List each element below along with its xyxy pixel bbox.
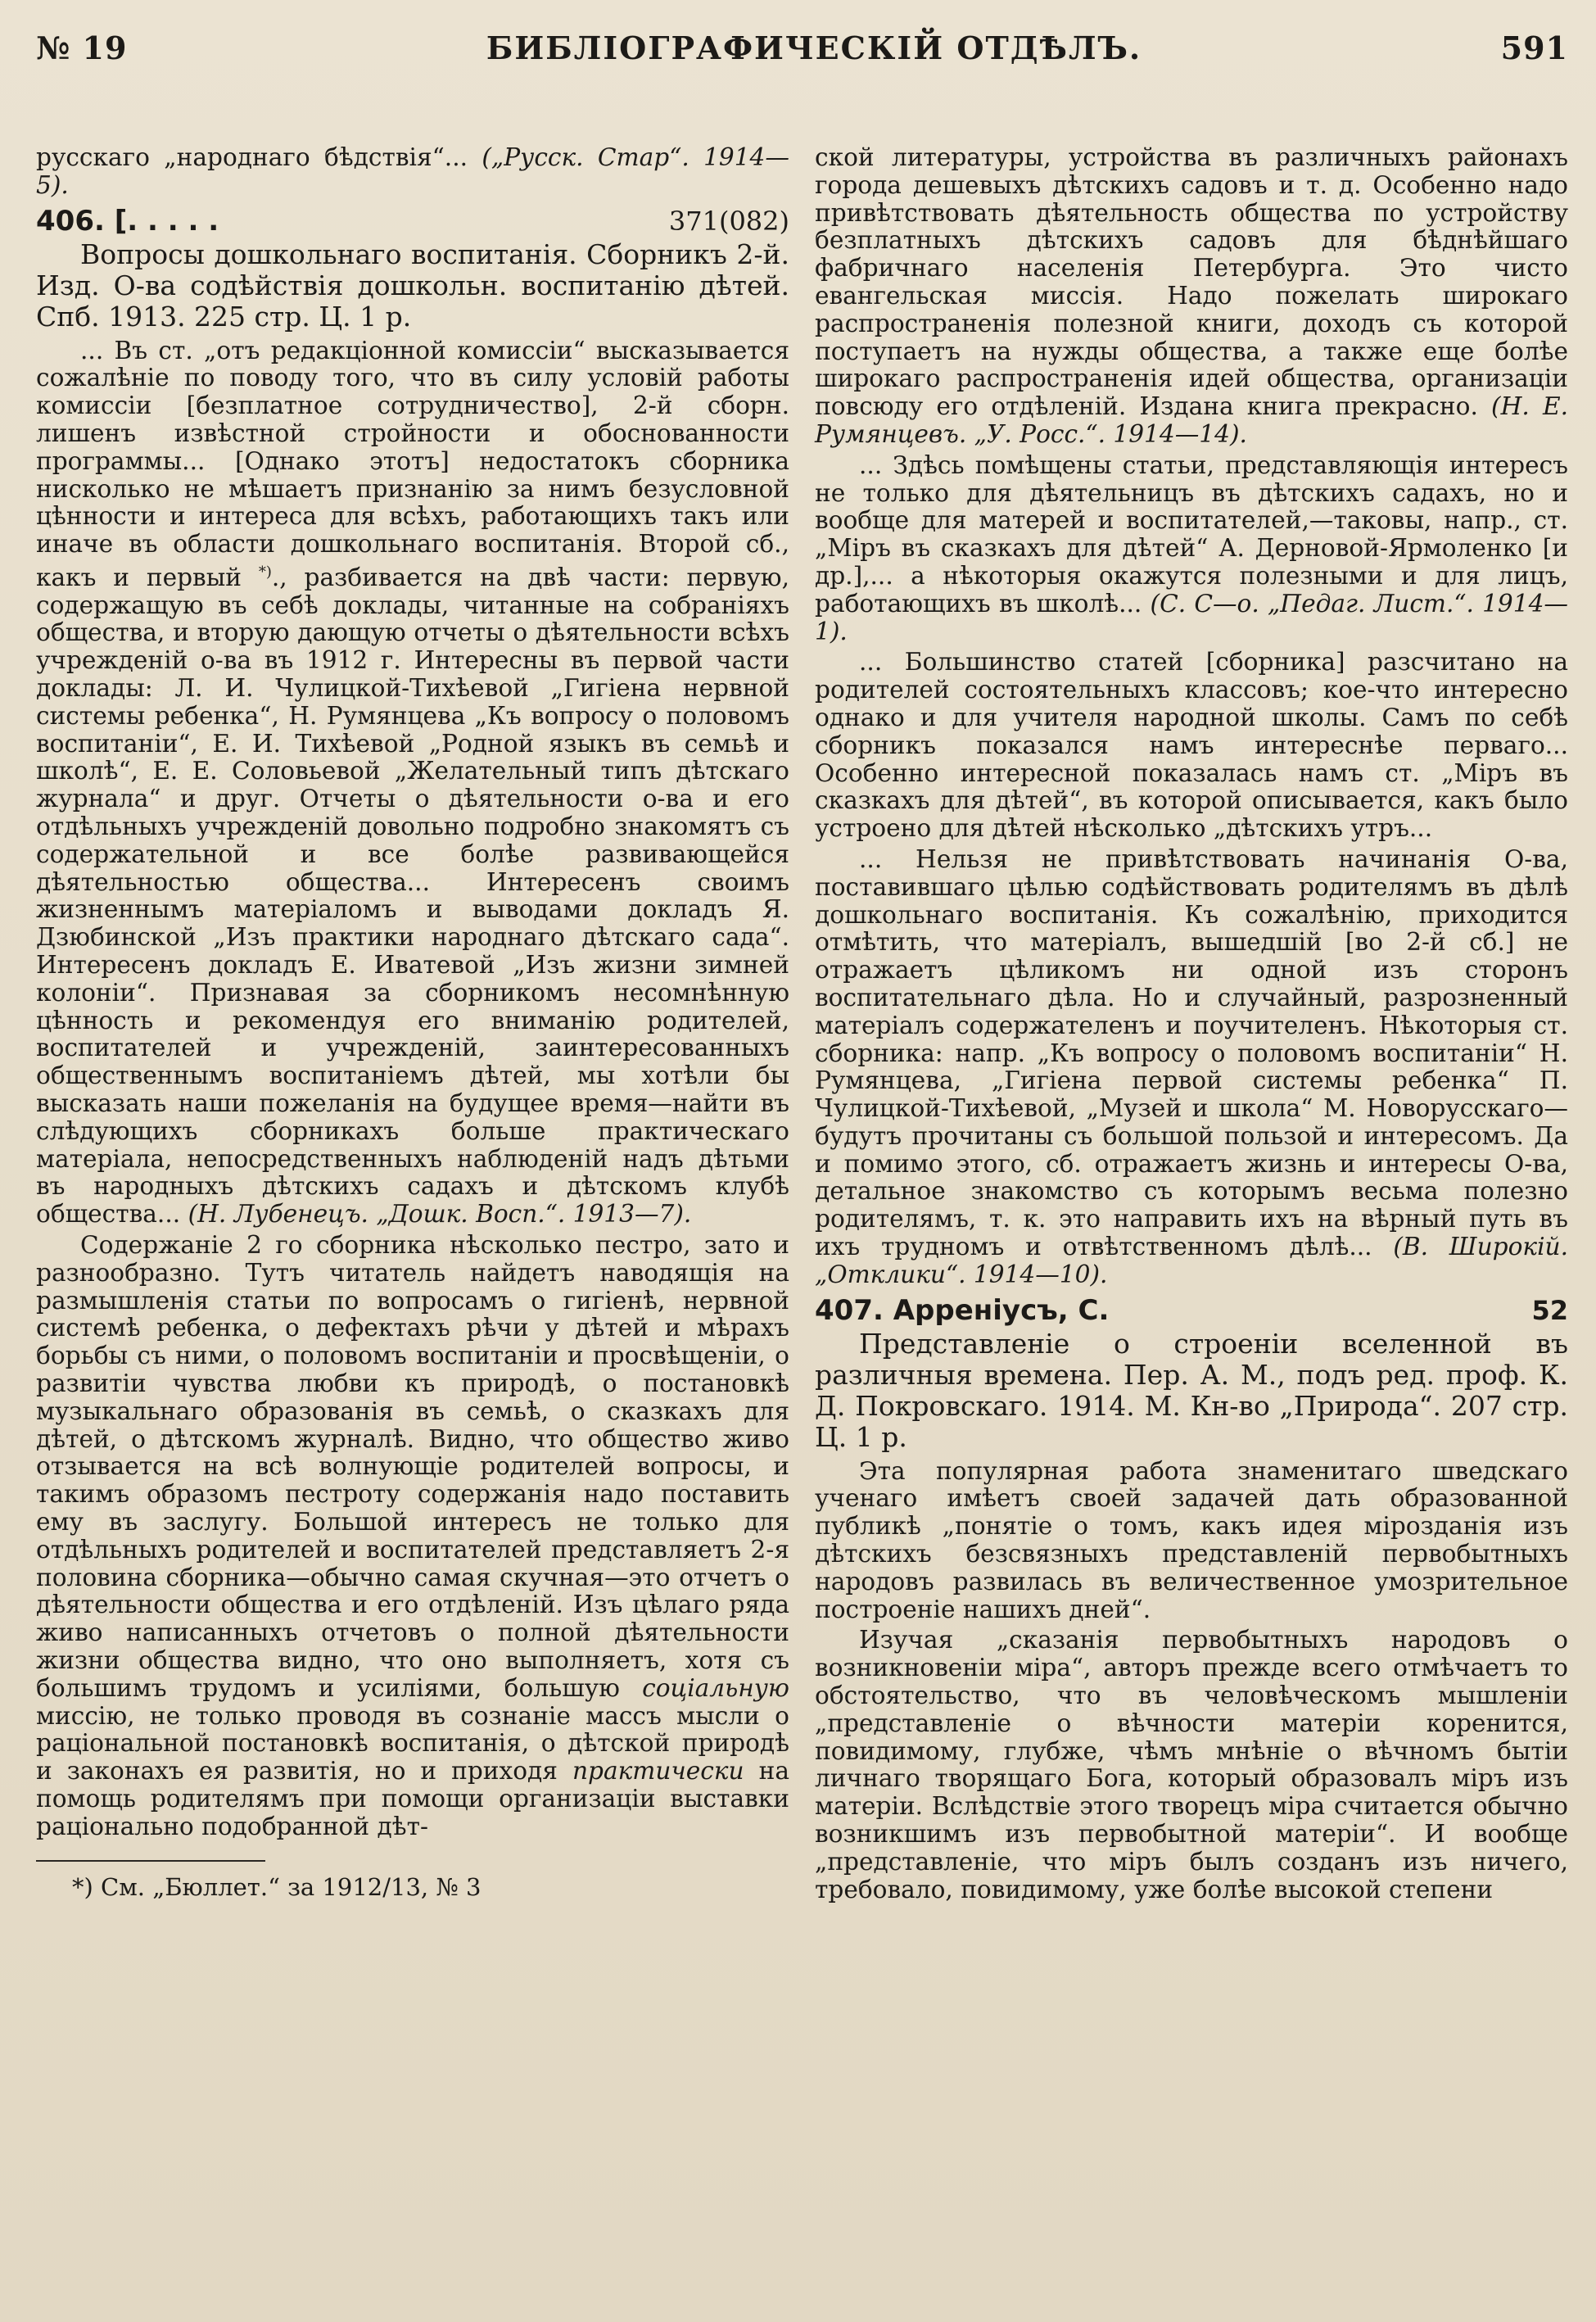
review-2-text: Содержаніе 2 го сборника нѣсколько пестро, зато и разнообразно. Тутъ читатель найдетъ наводящія на размышленія статьи по вопросамъ о гигіенѣ, нервной системѣ ребенка, о дефектахъ рѣчи у дѣтей и мѣрахъ борьбы съ ними, о половомъ воспитаніи и просвѣщеніи, о развитіи чувства любви къ природѣ, о постановкѣ музыкальнаго образованія въ семьѣ, о сказкахъ для дѣтей, о дѣтскомъ журналѣ. Видно, что общество живо отзывается на всѣ волнующіе родителей вопросы, и такимъ образомъ пестроту содержанія надо поставить ему въ заслугу. Большой интересъ не только для отдѣльныхъ родителей и воспитателей представляетъ 2-я половина сборника—обычно самая скучная—это отчетъ о дѣятельности общества и его отдѣленій. Изъ цѣлаго ряда живо написанныхъ отчетовъ о полной дѣятельности жизни общества видно, что оно выполняетъ, хотя съ большимъ трудомъ и усиліями, большую [36, 1230, 789, 1702]
review-1 [36, 337, 789, 1229]
review-5-source: (В. Широкій. „Отклики“. 1914—10). [815, 1233, 1568, 1288]
review-1-source: (Н. Лубенецъ. „Дошк. Восп.“. 1913—7). [188, 1200, 692, 1229]
review-2-emphasis-social: соціальную [642, 1673, 789, 1702]
entry-407-class-code: 52 [1531, 1294, 1568, 1326]
review-7: Изучая „сказанія первобытныхъ народовъ о возникновеніи міра“, авторъ прежде всего отмѣчаетъ то обстоятельство, что въ человѣческомъ мышленіи „представленіе о вѣчности матеріи коренится, повидимому, глубже, чѣмъ мнѣніе о вѣчномъ бытіи личнаго творящаго Бога, который образовалъ міръ изъ матеріи. Вслѣдствіе этого творецъ міра считается обычно возникшимъ изъ первобытной матеріи“. И вообще „представленіе, что міръ былъ созданъ изъ ничего, требовало, повидимому, уже болѣе высокой степени [815, 1626, 1568, 1903]
review-1-text-cont: ., разбивается на двѣ части: первую, содержащую въ себѣ доклады, читанные на собраніяхъ общества, и вторую дающую отчеты о дѣятельности всѣхъ учрежденій о-ва въ 1912 г. Интересны въ первой части доклады: Л. И. Чулицкой-Тихѣевой „Гигіена нервной системы ребенка“, Н. Румянцева „Къ вопросу о половомъ воспитаніи“, Е. И. Тихѣевой „Родной языкъ въ семьѣ и школѣ“, Е. Е. Соловьевой „Желательный типъ дѣтскаго журнала“ и друг. Отчеты о дѣятельности о-ва и его отдѣльныхъ учрежденій довольно подробно знакомятъ съ содержательной и все болѣе развивающейся дѣятельностью общества... Интересенъ своимъ жизненнымъ матеріаломъ и выводами докладъ Я. Дзюбинской „Изъ практики народнаго дѣтскаго сада“. Интересенъ докладъ Е. Иватевой „Изъ жизни зимней колоніи“. Признавая за сборникомъ несомнѣнную цѣнность и рекомендуя его вниманію родителей, воспитателей и учрежденій, заинтересованныхъ общественнымъ воспитаніемъ дѣтей, мы хотѣли бы высказать наши пожеланія на будущее время—найти въ слѣдующихъ сборникахъ больше практическаго матеріала, непосредственныхъ наблюденій надъ дѣтьми въ народныхъ дѣтскихъ садахъ и дѣтскомъ клубѣ общества... [36, 563, 789, 1229]
review-2-continuation [815, 144, 1568, 449]
review-1-text: ... Въ ст. „отъ редакціонной комиссіи“ высказывается сожалѣніе по поводу того, что въ силу условій работы комиссіи [безплатное сотрудничество], 2-й сборн. лишенъ извѣстной стройности и обоснованности программы... [Однако этотъ] недостатокъ сборника нисколько не мѣшаетъ признанію за нимъ безусловной цѣнности и интереса для всѣхъ, работающихъ такъ или иначе въ области дошкольнаго воспитанія. Второй сб., какъ и первый [36, 336, 789, 591]
review-2-text-end: на помощь родителямъ при помощи организаціи выставки раціонально подобранной дѣт- [36, 1757, 789, 1840]
right-column [815, 144, 1568, 1903]
review-2-emphasis-practical: практически [572, 1757, 744, 1786]
review-4: ... Большинство статей [сборника] разсчитано на родителей состоятельныхъ классовъ; кое-что интересно однако и для учителя народной школы. Самъ по себѣ сборникъ показался намъ интереснѣе перваго... Особенно интересной показалась намъ ст. „Міръ въ сказкахъ для дѣтей“, въ которой описывается, какъ было устроено для дѣтей нѣсколько „дѣтскихъ утръ... [815, 648, 1568, 843]
review-5-text: ... Нельзя не привѣтствовать начинанія О-ва, поставившаго цѣлью содѣйствовать родителямъ въ дѣлѣ дошкольнаго воспитанія. Къ сожалѣнію, приходится отмѣтить, что матеріалъ, вышедшій [во 2-й сб.] не отражаетъ цѣликомъ ни одной изъ сторонъ воспитательнаго дѣла. Но и случайный, разрозненный матеріалъ содержателенъ и поучителенъ. Нѣкоторыя ст. сборника: напр. „Къ вопросу о половомъ воспитаніи“ Н. Румянцева, „Гигіена первой системы ребенка“ П. Чулицкой-Тихѣевой, „Музей и школа“ М. Новорусскаго—будутъ прочитаны съ большой пользой и интересомъ. Да и помимо этого, сб. отражаетъ жизнь и интересы О-ва, детальное знакомство съ которымъ весьма полезно родителямъ, т. к. это направить ихъ на вѣрный путь въ ихъ трудномъ и отвѣтственномъ дѣлѣ... [815, 844, 1568, 1261]
review-3-text: ... Здѣсь помѣщены статьи, представляющія интересъ не только для дѣятельницъ въ дѣтскихъ садахъ, но и вообще для матерей и воспитателей,—таковы, напр., ст. „Міръ въ сказкахъ для дѣтей“ А. Дерновой-Ярмоленко [и др.],... а нѣкоторыя окажутся полезными и для лицъ, работающихъ въ школѣ... [815, 450, 1568, 618]
footnote: *) См. „Бюллет.“ за 1912/13, № 3 [72, 1873, 482, 1902]
previous-entry-source: („Русск. Стар“. 1914—5). [36, 143, 789, 199]
review-2-text-cont: миссію, не только проводя въ сознаніе массъ мысли о раціональной постановкѣ воспитанія, о дѣтской природѣ и законахъ ея развитія, но и приходя [36, 1701, 789, 1786]
left-column [36, 144, 789, 1903]
review-2 [36, 1232, 789, 1841]
entry-406-title: Вопросы дошкольнаго воспитанія. Сборникъ 2-й. Изд. О-ва содѣйствія дошкольн. воспитанію дѣтей. Спб. 1913. 225 стр. Ц. 1 р. [36, 238, 789, 333]
section-title: БИБЛІОГРАФИЧЕСКІЙ ОТДѢЛЪ. [486, 29, 1142, 66]
entry-407-heading [815, 1294, 1568, 1327]
entry-407-number: 407. [815, 1293, 884, 1327]
entry-407-author: Арреніусъ, С. [893, 1293, 1110, 1327]
footnote-marker: *) [258, 563, 272, 581]
entry-407-title: Представленіе о строеніи вселенной въ различныя времена. Пер. А. М., подъ ред. проф. К. Д. Покровскаго. 1914. М. Кн-во „Природа“. 207 стр. Ц. 1 р. [815, 1327, 1568, 1453]
page-number: 591 [1500, 29, 1568, 66]
issue-number: № 19 [36, 29, 128, 66]
review-2-continuation-text: ской литературы, устройства въ различныхъ районахъ города дешевыхъ дѣтскихъ садовъ и т. д. Особенно надо привѣтствовать дѣятельность общества по устройству безплатныхъ дѣтскихъ садовъ для бѣднѣйшаго фабричнаго населенія Петербурга. Это чисто евангельская миссія. Надо пожелать широкаго распространенія полезной книги, доходъ съ которой поступаетъ на нужды общества, а также еще болѣе широкаго распространенія идей общества, организаціи повсюду его отдѣленій. Издана книга прекрасно. [815, 143, 1568, 421]
text-columns [36, 144, 1568, 1903]
entry-406-number: 406. [36, 204, 105, 238]
review-3 [815, 452, 1568, 646]
footnote-divider [36, 1860, 265, 1862]
entry-406-heading [36, 205, 789, 238]
entry-406-author: [. . . . . [114, 204, 219, 238]
previous-entry-continuation [36, 144, 789, 200]
entry-406-class-code: 371(082) [668, 205, 789, 237]
review-5 [815, 846, 1568, 1289]
previous-entry-text: русскаго „народнаго бѣдствія“... [36, 143, 468, 171]
review-6: Эта популярная работа знаменитаго шведскаго ученаго имѣетъ своей задачей дать образованной публикѣ „понятіе о томъ, какъ идея мірозданія изъ дѣтскихъ безсвязныхъ представленій первобытныхъ народовъ развилась въ величественное умозрительное построеніе нашихъ дней“. [815, 1456, 1568, 1623]
review-3-source: (С. С—о. „Педаг. Лист.“. 1914—1). [815, 589, 1568, 645]
review-2-source: (Н. Е. Румянцевъ. „У. Росс.“. 1914—14). [815, 392, 1568, 448]
page-header [36, 29, 1568, 80]
